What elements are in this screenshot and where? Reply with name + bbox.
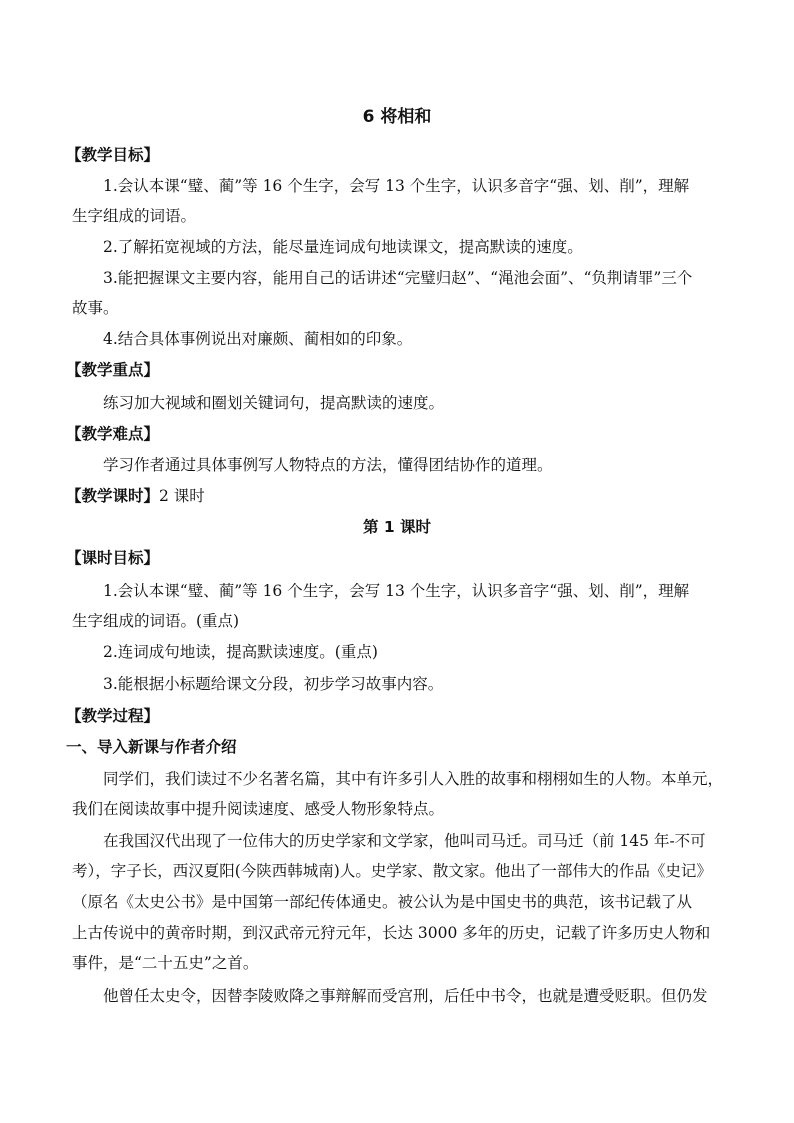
session-goal-3: 3.能根据小标题给课文分段，初步学习故事内容。 <box>103 675 444 693</box>
goal-item-3-cont: 故事。 <box>72 299 119 317</box>
key-points-heading: 【教学重点】 <box>66 361 160 379</box>
paragraph-2-line-2: 考），字子长，西汉夏阳(今陕西韩城南)人。史学家、散文家。他出了一部伟大的作品《史记》 <box>72 862 712 880</box>
key-points-text: 练习加大视域和圈划关键词句，提高默读的速度。 <box>103 394 445 412</box>
goal-item-2: 2.了解拓宽视域的方法，能尽量连词成句地读课文，提高默读的速度。 <box>103 238 583 256</box>
teaching-hours-heading: 【教学课时】 <box>66 487 160 505</box>
goal-item-1: 1.会认本课“璧、蔺”等 16 个生字，会写 13 个生字，认识多音字“强、划、削”，理解 <box>103 177 690 195</box>
goal-item-4: 4.结合具体事例说出对廉颇、蔺相如的印象。 <box>103 330 413 348</box>
teaching-process-heading: 【教学过程】 <box>66 707 160 725</box>
teaching-goals-heading: 【教学目标】 <box>66 146 160 164</box>
paragraph-2: 在我国汉代出现了一位伟大的历史学家和文学家，他叫司马迁。司马迁（前 145 年-不可 <box>103 832 706 850</box>
session-goal-2: 2.连词成句地读，提高默读速度。(重点) <box>103 643 378 661</box>
teaching-hours-line <box>66 485 720 507</box>
difficulties-text: 学习作者通过具体事例写人物特点的方法，懂得团结协作的道理。 <box>103 456 553 474</box>
session-goal-1: 1.会认本课“璧、蔺”等 16 个生字，会写 13 个生字，认识多音字“强、划、削”，理解 <box>103 582 690 600</box>
paragraph-1: 同学们，我们读过不少名著名篇，其中有许多引人入胜的故事和栩栩如生的人物。本单元， <box>103 770 724 788</box>
session-goals-heading: 【课时目标】 <box>66 549 160 567</box>
session-goal-1-cont: 生字组成的词语。(重点) <box>72 612 240 630</box>
goal-item-1-cont: 生字组成的词语。 <box>72 207 197 225</box>
paragraph-2-line-4: 上古传说中的黄帝时期，到汉武帝元狩元年，长达 3000 多年的历史，记载了许多历史人物和 <box>72 924 711 942</box>
paragraph-3: 他曾任太史令，因替李陵败降之事辩解而受宫刑，后任中书令，也就是遭受贬职。但仍发 <box>103 987 708 1005</box>
paragraph-1-cont: 我们在阅读故事中提升阅读速度、感受人物形象特点。 <box>72 800 445 818</box>
section-heading-1: 一、导入新课与作者介绍 <box>66 738 237 756</box>
paragraph-2-line-5: 事件，是“二十五史”之首。 <box>72 954 259 972</box>
paragraph-2-line-3: （原名《太史公书》是中国第一部纪传体通史。被公认为是中国史书的典范，该书记载了从 <box>72 893 693 911</box>
teaching-hours-value: 2 课时 <box>159 487 205 505</box>
goal-item-3: 3.能把握课文主要内容，能用自己的话讲述“完璧归赵”、“渑池会面”、“负荆请罪”三个 <box>103 269 693 287</box>
session-title: 第 1 课时 <box>362 518 432 536</box>
document-title: 6 将相和 <box>362 107 432 127</box>
difficulties-heading: 【教学难点】 <box>66 425 160 443</box>
